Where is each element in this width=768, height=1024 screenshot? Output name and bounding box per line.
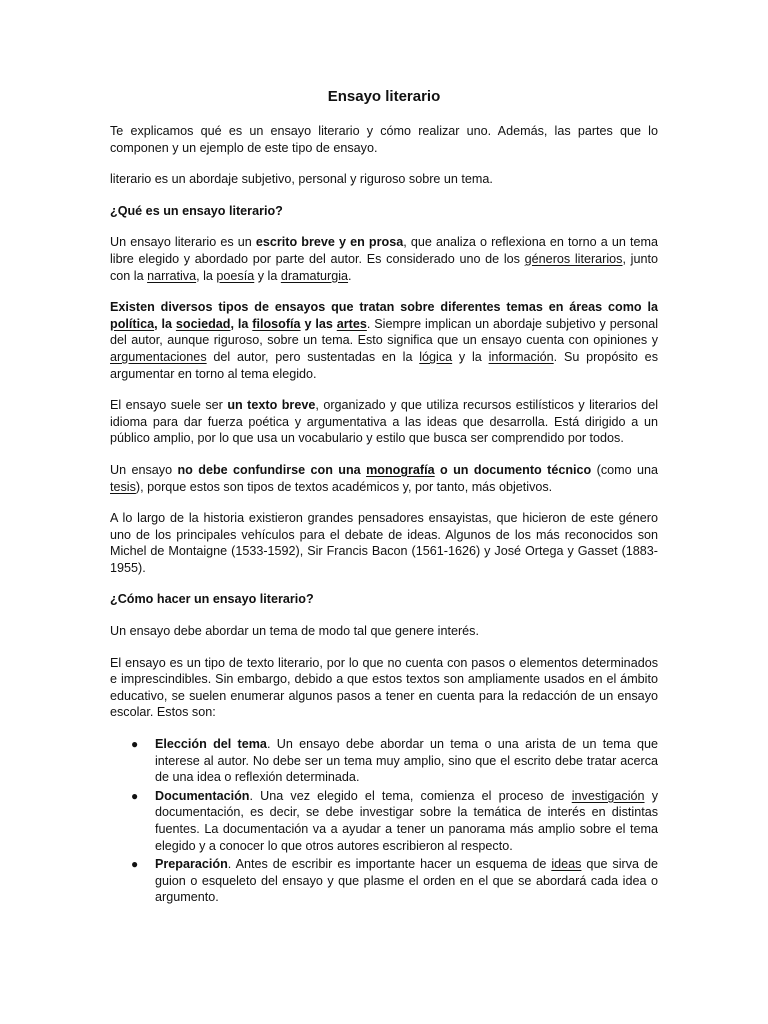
link-artes[interactable]: artes <box>336 316 367 331</box>
paragraph-not-confuse <box>110 462 658 495</box>
link-ideas[interactable]: ideas <box>551 857 582 872</box>
text-run: . <box>348 268 352 283</box>
paragraph-structure <box>110 397 658 447</box>
step-text: . Una vez elegido el tema, comienza el proceso de <box>249 788 572 803</box>
link-generos-literarios[interactable]: géneros literarios <box>524 251 623 266</box>
link-dramaturgia[interactable]: dramaturgia <box>280 268 349 283</box>
step-text: . Un ensayo debe abordar un tema o una arista de un tema que interese al autor. No debe ser un tema muy amplio, sino que el escrito debe tratar acerca de una idea o reflexión determinada. <box>155 737 659 785</box>
bullet-icon: ● <box>131 788 139 803</box>
bold-text: Existen diversos tipos de ensayos que tratan sobre diferentes temas en áreas como la <box>110 300 658 315</box>
link-logica[interactable]: lógica <box>419 349 453 364</box>
link-poesia[interactable]: poesía <box>216 268 255 283</box>
link-monografia[interactable]: monografía <box>366 462 435 477</box>
bold-text: y las <box>300 316 337 331</box>
link-filosofia[interactable]: filosofía <box>252 316 301 331</box>
step-text: . Antes de escribir es importante hacer un esquema de <box>227 857 552 872</box>
paragraph-types <box>110 299 658 382</box>
bold-text: no debe confundirse con una <box>177 462 367 477</box>
bold-text: o un documento técnico <box>434 462 592 477</box>
text-run: , que analiza o reflexiona en torno a un tema libre elegido y abordado por parte del autor. Es considerado uno de los <box>110 235 658 266</box>
link-investigacion[interactable]: investigación <box>571 788 645 803</box>
section-heading-how-to: ¿Cómo hacer un ensayo literario? <box>110 592 314 607</box>
text-run: . Siempre implican un abordaje subjetivo y personal del autor, aunque riguroso, sobre un tema. Esto significa que un ensayo cuenta con opiniones y <box>110 316 659 348</box>
link-argumentaciones[interactable]: argumentaciones <box>110 349 207 364</box>
paragraph-steps-intro: El ensayo es un tipo de texto literario, por lo que no cuenta con pasos o elementos determinados e imprescindibles. Sin embargo, debido a que estos textos son ampliamente usados en el ámbito educativo, se suelen enumerar algunos pasos a tener en cuenta para la redacción de un ensayo escolar. Estos son: <box>110 655 658 720</box>
steps-list <box>110 736 658 906</box>
text-run: , organizado y que utiliza recursos estilísticos y literarios del idioma para dar fuerza poética y argumentativa a las ideas que desarrolla. Está dirigido a un público amplio, por lo que usa un vocabulario y estilo que busca ser comprendido por todos. <box>110 398 659 446</box>
text-run: Un ensayo <box>110 462 178 477</box>
list-item <box>131 788 658 854</box>
step-text: que sirva de guion o esqueleto del ensayo y que plasme el orden en el que se abordará cada idea o argumento. <box>155 857 659 905</box>
link-informacion[interactable]: información <box>488 349 554 364</box>
text-run: y la <box>254 268 281 283</box>
bullet-icon: ● <box>131 857 139 872</box>
paragraph-interest: Un ensayo debe abordar un tema de modo tal que genere interés. <box>110 624 479 639</box>
link-tesis[interactable]: tesis <box>110 479 136 494</box>
list-item <box>131 736 659 786</box>
text-run: (como una <box>591 462 659 477</box>
text-run: . Su propósito es argumentar en torno al tema elegido. <box>110 349 658 381</box>
step-heading: Elección del tema <box>155 737 267 752</box>
bold-text: escrito breve y en prosa <box>255 235 404 250</box>
text-run: del autor, pero sustentadas en la <box>206 349 420 364</box>
bold-text: un texto breve <box>227 398 316 413</box>
text-run: ), porque estos son tipos de textos académicos y, por tanto, más objetivos. <box>135 479 553 494</box>
link-narrativa[interactable]: narrativa <box>147 268 197 283</box>
text-run: , junto con la <box>110 251 658 283</box>
step-heading: Documentación <box>155 788 250 803</box>
link-sociedad[interactable]: sociedad <box>175 316 231 331</box>
section-heading-what-is: ¿Qué es un ensayo literario? <box>110 203 283 218</box>
intro-paragraph: Te explicamos qué es un ensayo literario y cómo realizar uno. Además, las partes que lo componen y un ejemplo de este tipo de ensayo. <box>110 124 658 155</box>
list-item <box>131 856 659 906</box>
step-text: y documentación, es decir, se debe investigar sobre la temática de interés en distintas fuentes. La documentación va a ayudar a tener un panorama más amplio sobre el tema elegido y a conocer lo que otros autores escribieron al respecto. <box>155 788 658 853</box>
paragraph-definition <box>110 234 658 284</box>
document-title: Ensayo literario <box>327 88 441 105</box>
link-politica[interactable]: política <box>110 316 155 331</box>
bullet-icon: ● <box>131 737 139 752</box>
text-run: , la <box>196 268 217 283</box>
text-run: y la <box>452 349 489 364</box>
paragraph-history: A lo largo de la historia existieron grandes pensadores ensayistas, que hicieron de este género uno de los principales vehículos para el debate de ideas. Algunos de los más reconocidos son Michel de Montaigne (1533-1592), Sir Francis Bacon (1561-1626) y José Ortega y Gasset (1883-1955). <box>110 511 658 575</box>
text-run: Un ensayo literario es un <box>110 235 256 250</box>
fragment-paragraph: literario es un abordaje subjetivo, personal y riguroso sobre un tema. <box>110 172 493 187</box>
bold-text: , la <box>230 316 253 331</box>
step-heading: Preparación <box>155 857 228 872</box>
bold-text: , la <box>154 316 176 331</box>
text-run: El ensayo suele ser <box>110 398 228 413</box>
